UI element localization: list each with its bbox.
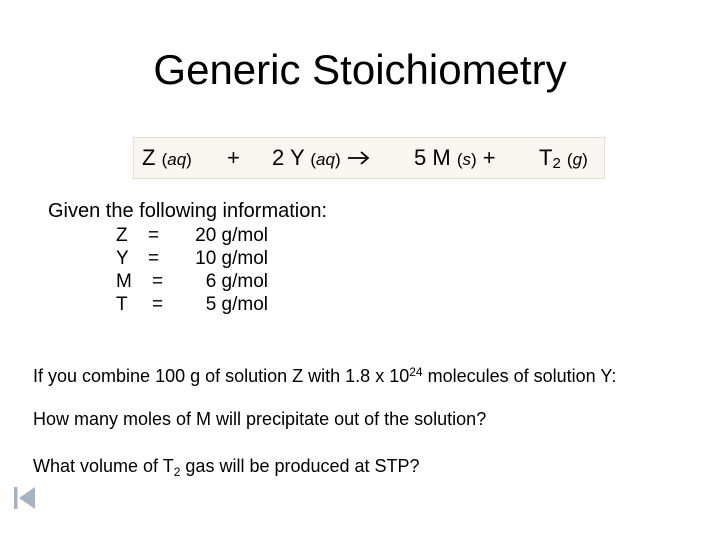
given-symbol: Z bbox=[116, 225, 128, 246]
given-equals: = bbox=[152, 271, 164, 292]
given-row bbox=[0, 270, 300, 294]
equation-term-m bbox=[414, 144, 496, 174]
given-equals: = bbox=[148, 248, 160, 269]
equation-plus-2: + bbox=[482, 145, 496, 170]
page-title: Generic Stoichiometry bbox=[153, 46, 567, 93]
question-combine-exponent: 24 bbox=[409, 365, 423, 379]
given-row bbox=[0, 293, 300, 317]
term-t-symbol: T bbox=[539, 145, 553, 170]
equation-term-y bbox=[272, 144, 371, 174]
given-value: 6 g/mol bbox=[205, 271, 268, 292]
term-z-state: (aq) bbox=[161, 150, 192, 169]
given-value: 10 g/mol bbox=[195, 248, 268, 269]
given-equals: = bbox=[152, 294, 164, 315]
term-y-state: (aq) bbox=[310, 150, 341, 169]
term-m-symbol: 5 M bbox=[414, 145, 451, 170]
given-value: 20 g/mol bbox=[195, 225, 268, 246]
term-y-symbol: 2 Y bbox=[272, 145, 305, 170]
equation-term-z bbox=[142, 144, 192, 174]
term-t-subscript: 2 bbox=[552, 155, 561, 172]
question-moles-m: How many moles of M will precipitate out of the solution? bbox=[33, 409, 487, 429]
given-row bbox=[0, 247, 300, 271]
nav-back-icon[interactable] bbox=[12, 485, 38, 511]
question-volume-text-1: What volume of T bbox=[33, 456, 174, 476]
question-combine-text-1: If you combine 100 g of solution Z with 1.8 x 10 bbox=[33, 366, 410, 386]
given-equals: = bbox=[148, 225, 160, 246]
term-m-state: (s) bbox=[456, 150, 477, 169]
given-title: Given the following information: bbox=[48, 200, 328, 222]
given-row bbox=[0, 224, 300, 248]
question-combine-text-2: molecules of solution Y: bbox=[422, 366, 617, 386]
term-z-symbol: Z bbox=[142, 145, 156, 170]
given-symbol: T bbox=[116, 294, 128, 315]
given-symbol: Y bbox=[116, 248, 129, 269]
question-volume-t2 bbox=[33, 454, 420, 484]
question-combine bbox=[33, 360, 616, 388]
given-value: 5 g/mol bbox=[205, 294, 268, 315]
term-t-state: (g) bbox=[566, 150, 588, 169]
equation-plus-1: + bbox=[227, 145, 240, 170]
question-volume-text-2: gas will be produced at STP? bbox=[180, 456, 420, 476]
given-symbol: M bbox=[116, 271, 132, 292]
right-arrow-icon bbox=[347, 150, 371, 166]
question-volume-subscript: 2 bbox=[173, 465, 181, 479]
equation-term-t bbox=[539, 144, 588, 178]
